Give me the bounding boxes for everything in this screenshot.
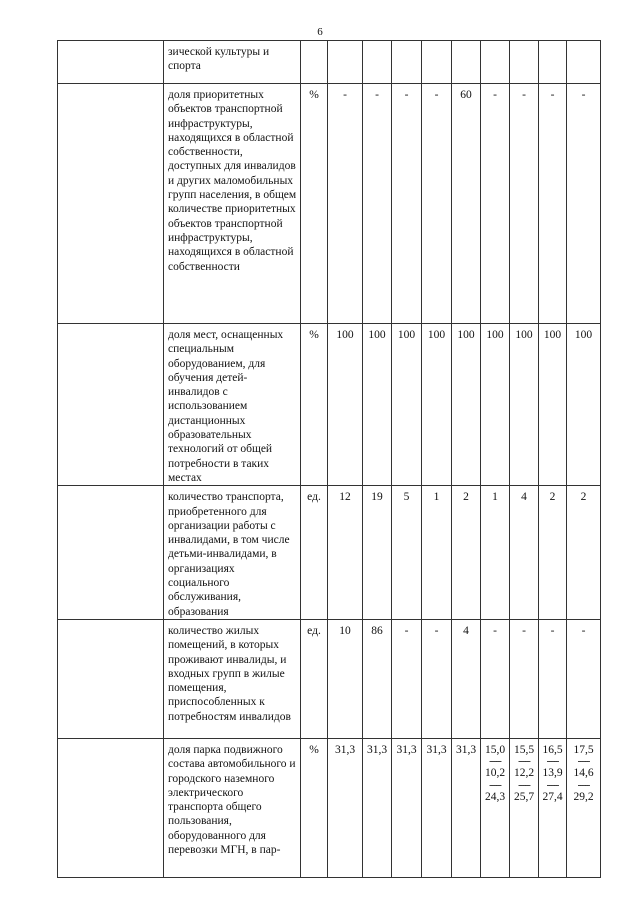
value-b: 10,2	[484, 767, 506, 780]
unit-cell: %	[301, 324, 328, 486]
value-cell: 2	[567, 486, 601, 620]
unit-cell: %	[301, 738, 328, 877]
value-cell	[328, 41, 363, 84]
value-cell: 31,3	[363, 738, 392, 877]
value-a: 15,0	[484, 743, 506, 756]
value-cell: -	[363, 84, 392, 324]
value-b: 12,2	[513, 767, 535, 780]
value-cell: 86	[363, 619, 392, 738]
separator: -----	[577, 779, 590, 791]
value-cell: 2	[452, 486, 481, 620]
value-cell: 19	[363, 486, 392, 620]
value-b: 14,6	[573, 767, 594, 780]
empty-cell	[58, 486, 164, 620]
value-cell	[422, 41, 452, 84]
value-cell: -	[510, 619, 539, 738]
value-cell: -	[567, 619, 601, 738]
value-cell: -	[481, 619, 510, 738]
empty-cell	[58, 41, 164, 84]
value-cell: 31,3	[422, 738, 452, 877]
separator: -----	[546, 756, 559, 768]
empty-cell	[58, 84, 164, 324]
separator: -----	[489, 779, 501, 791]
value-cell: 2	[539, 486, 567, 620]
value-cell: 10	[328, 619, 363, 738]
value-a: 15,5	[513, 743, 535, 756]
value-a: 17,5	[573, 743, 594, 756]
value-cell: 100	[510, 324, 539, 486]
value-c: 27,4	[542, 790, 563, 803]
indicator-label: доля мест, оснащенных специальным оборудованием, для обучения детей-инвалидов с использованием дистанционных образовательных технологий от общей потребности в таких местах	[164, 324, 301, 486]
table-row	[58, 324, 601, 486]
unit-cell: %	[301, 84, 328, 324]
value-cell: 12	[328, 486, 363, 620]
unit-cell: ед.	[301, 619, 328, 738]
table-row	[58, 738, 601, 877]
value-cell: -	[422, 84, 452, 324]
value-cell: -	[392, 84, 422, 324]
value-cell: 31,3	[328, 738, 363, 877]
value-cell	[392, 41, 422, 84]
table-row	[58, 41, 601, 84]
value-cell: -	[392, 619, 422, 738]
value-cell	[481, 41, 510, 84]
value-cell: 100	[392, 324, 422, 486]
value-cell: -	[567, 84, 601, 324]
unit-cell: ед.	[301, 486, 328, 620]
indicator-label: количество жилых помещений, в которых проживают инвалиды, и входных групп в жилые помещения, приспособленных к потребностям инвалидов	[164, 619, 301, 738]
value-cell	[567, 41, 601, 84]
split-value-cell	[481, 738, 510, 877]
value-cell	[539, 41, 567, 84]
value-cell	[363, 41, 392, 84]
value-cell: 100	[567, 324, 601, 486]
table-row	[58, 619, 601, 738]
value-cell: 60	[452, 84, 481, 324]
value-cell: 4	[452, 619, 481, 738]
value-cell: 31,3	[392, 738, 422, 877]
value-c: 25,7	[513, 790, 535, 803]
separator: -----	[546, 779, 559, 791]
value-cell: 100	[481, 324, 510, 486]
value-c: 24,3	[484, 790, 506, 803]
value-c: 29,2	[573, 790, 594, 803]
separator: -----	[518, 779, 530, 791]
indicator-label: доля приоритетных объектов транспортной инфраструктуры, находящихся в областной собственности, доступных для инвалидов и других маломобильных групп населения, в общем количестве приоритетных объектов транспортной инфраструктуры, находящихся в областной собственности	[164, 84, 301, 324]
value-cell: 4	[510, 486, 539, 620]
split-value-cell	[539, 738, 567, 877]
empty-cell	[58, 324, 164, 486]
value-cell: 5	[392, 486, 422, 620]
value-cell: -	[422, 619, 452, 738]
split-value-cell	[510, 738, 539, 877]
value-cell: 100	[452, 324, 481, 486]
indicators-table	[57, 40, 601, 878]
indicator-label: доля парка подвижного состава автомобильного и городского наземного электрического транспорта общего пользования, оборудованного для перевозки МГН, в пар-	[164, 738, 301, 877]
table-row	[58, 486, 601, 620]
value-cell: -	[539, 619, 567, 738]
value-cell: 100	[328, 324, 363, 486]
table-row	[58, 84, 601, 324]
value-cell: -	[481, 84, 510, 324]
value-cell: 1	[422, 486, 452, 620]
empty-cell	[58, 619, 164, 738]
value-cell: -	[539, 84, 567, 324]
empty-cell	[58, 738, 164, 877]
value-cell: 100	[363, 324, 392, 486]
separator: -----	[518, 756, 530, 768]
value-cell	[510, 41, 539, 84]
page-number: 6	[317, 26, 323, 38]
value-a: 16,5	[542, 743, 563, 756]
indicator-label: количество транспорта, приобретенного для организации работы с инвалидами, в том числе детьми-инвалидами, в организациях социального обслуживания, образования	[164, 486, 301, 620]
value-cell: -	[510, 84, 539, 324]
separator: -----	[577, 756, 590, 768]
value-cell	[452, 41, 481, 84]
value-cell: 31,3	[452, 738, 481, 877]
value-cell: 100	[539, 324, 567, 486]
value-cell: -	[328, 84, 363, 324]
value-cell: 1	[481, 486, 510, 620]
separator: -----	[489, 756, 501, 768]
unit-cell	[301, 41, 328, 84]
split-value-cell	[567, 738, 601, 877]
indicator-label: зической культуры и спорта	[164, 41, 301, 84]
value-b: 13,9	[542, 767, 563, 780]
value-cell: 100	[422, 324, 452, 486]
